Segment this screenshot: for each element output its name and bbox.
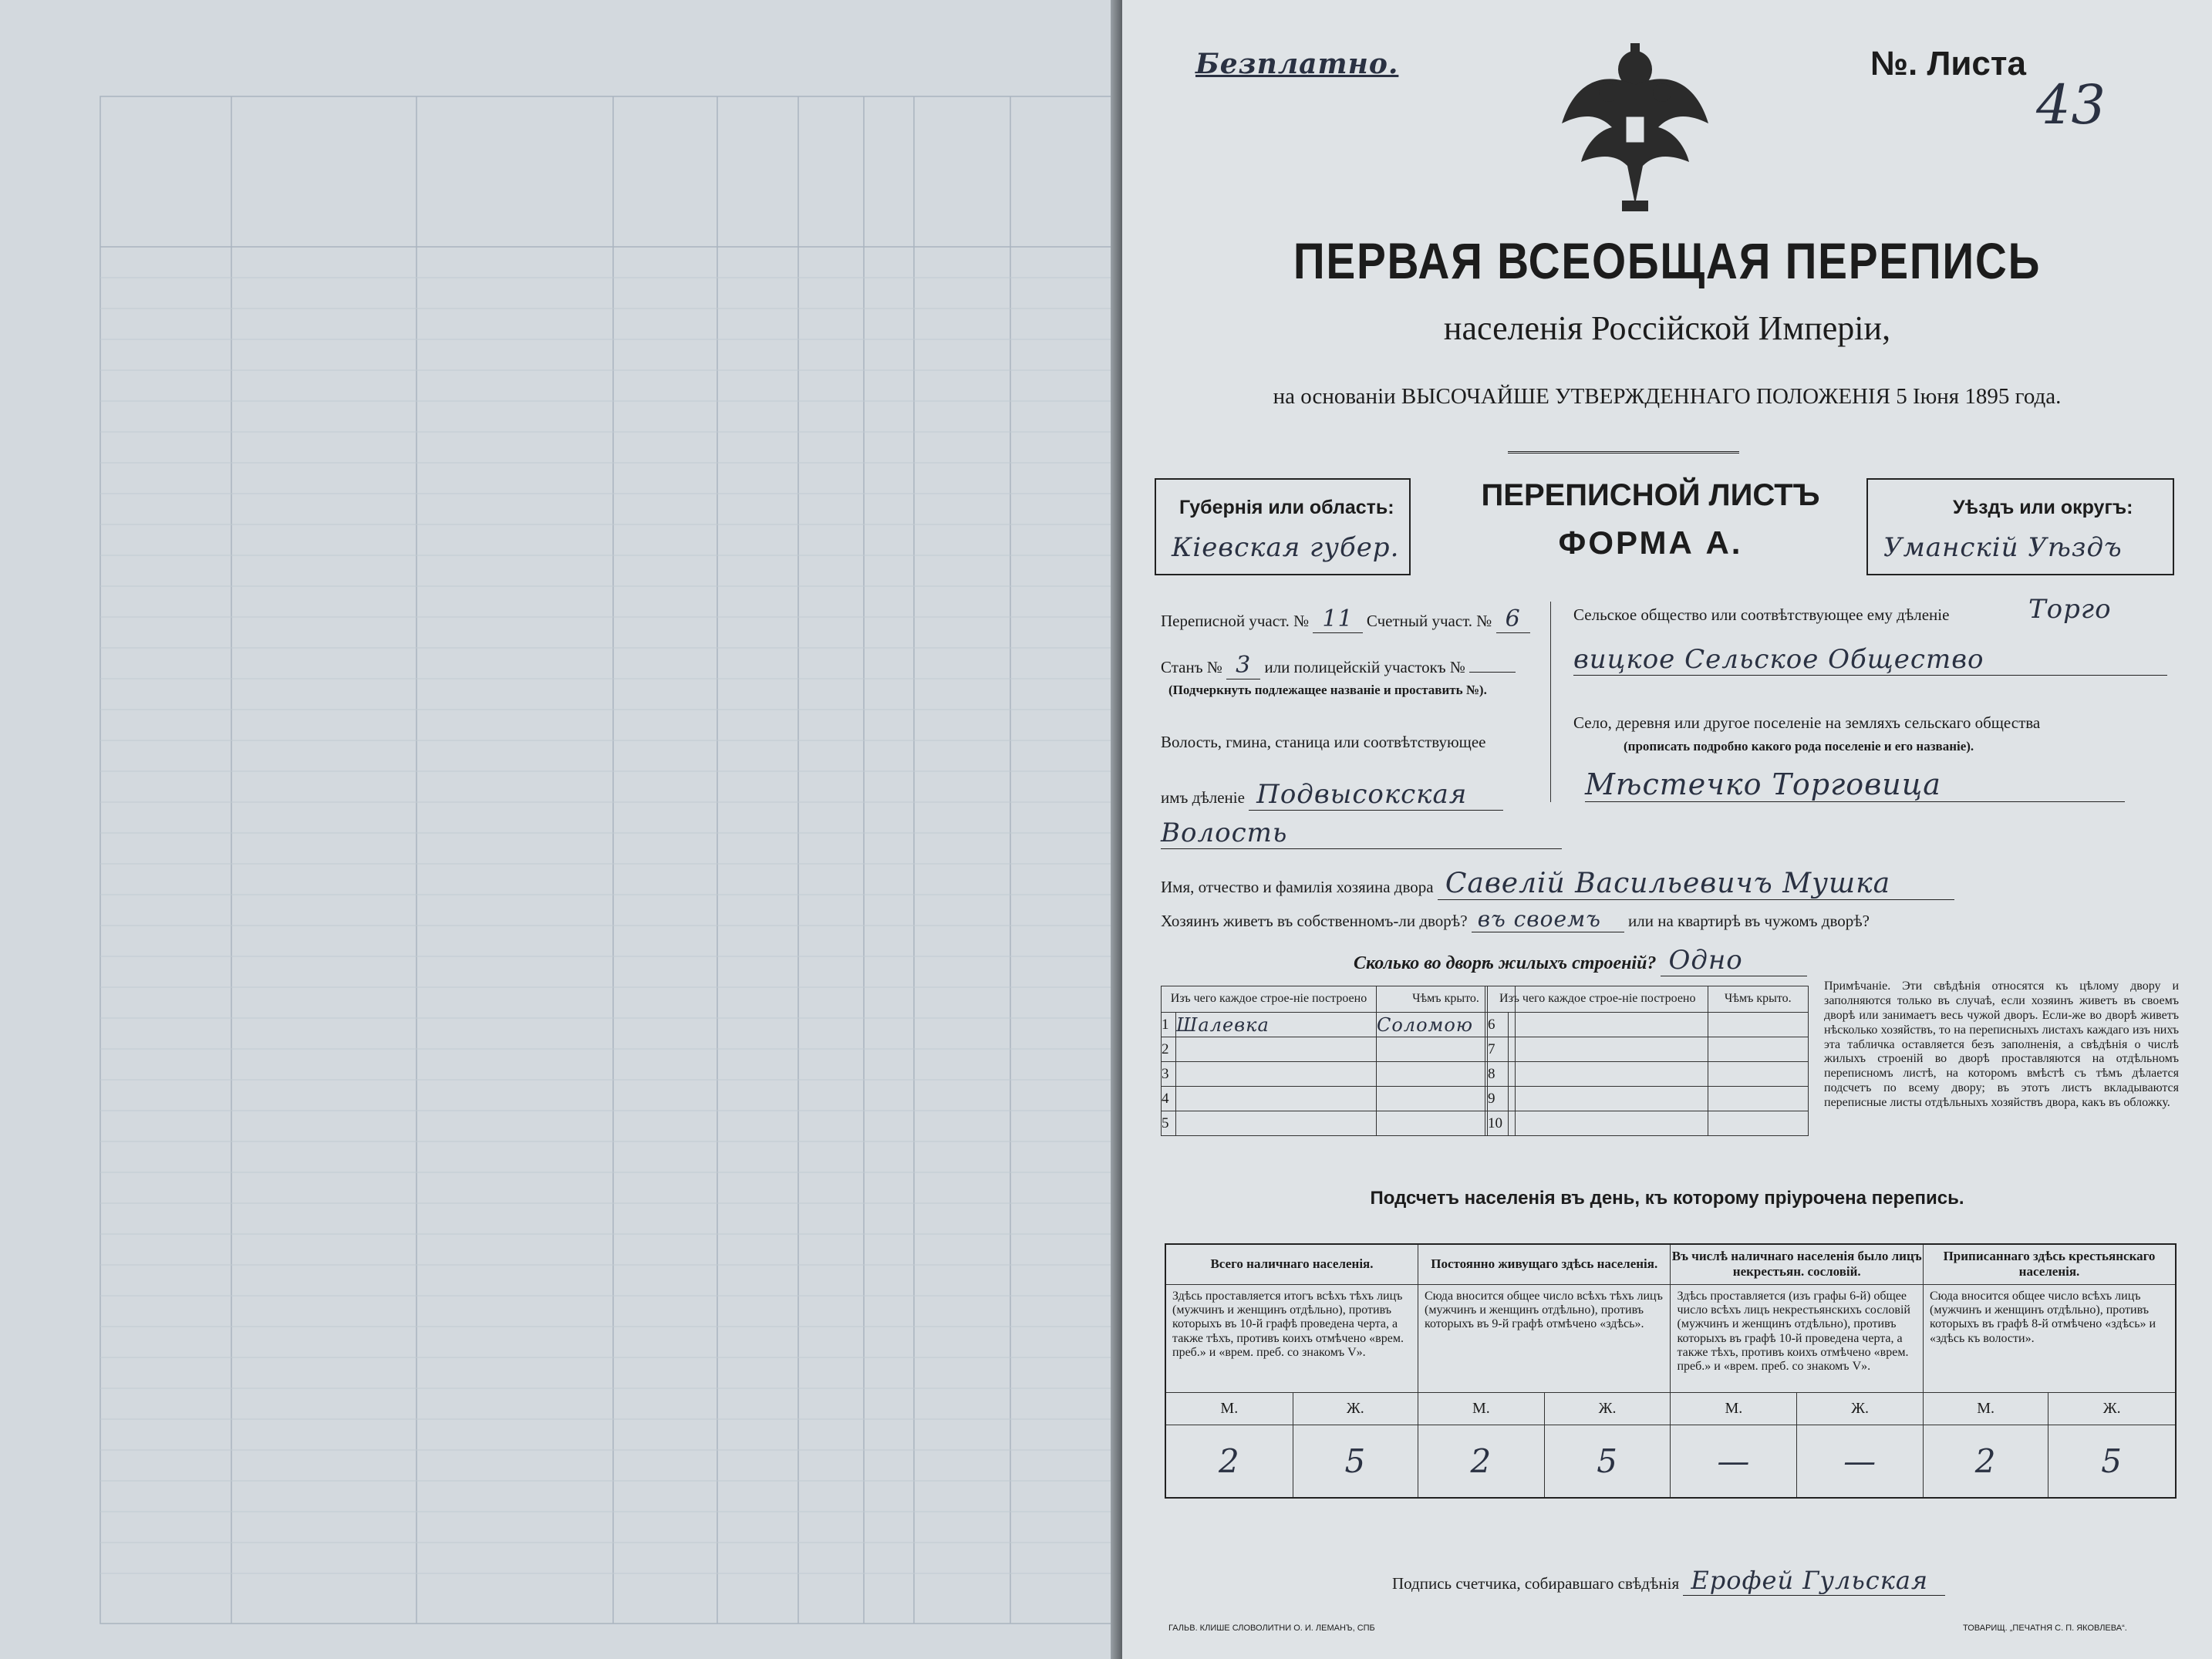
building-row: 4 xyxy=(1162,1087,1516,1111)
count-section-title: Подсчетъ населенія въ день, къ которому пріурочена перепись. xyxy=(1370,1188,1964,1209)
buildings-value: Одно xyxy=(1661,945,1807,976)
female-label: Ж. xyxy=(1293,1392,1418,1425)
sheet-number-label: №. Листа xyxy=(1870,45,2026,83)
form-name-line2: ФОРМА А. xyxy=(1558,524,1743,561)
female-label: Ж. xyxy=(1797,1392,1924,1425)
lives-label-2: или на квартирѣ въ чужомъ дворѣ? xyxy=(1628,912,1870,930)
male-label: М. xyxy=(1923,1392,2048,1425)
lives-label: Хозяинъ живетъ въ собственномъ-ли дворѣ? xyxy=(1161,912,1468,930)
volost-label-2: имъ дѣленіе xyxy=(1161,788,1245,807)
owner-field xyxy=(1161,868,1954,900)
count-female-registered: 5 xyxy=(2048,1425,2176,1498)
count-male-permanent: 2 xyxy=(1418,1425,1544,1498)
count-col-desc-1: Здѣсь проставляется итогъ всѣхъ тѣхъ лицъ (мужчинъ и женщинъ отдѣльно), противъ которыхъ въ 10-й графѣ проведена черта, а также тѣхъ, противъ коихъ отмѣчено «врем. преб.» и «врем. преб. со знакомъ V». xyxy=(1165,1284,1418,1392)
building-row: 9 xyxy=(1486,1087,1809,1111)
signature-label: Подпись счетчика, собиравшаго свѣдѣнія xyxy=(1392,1574,1680,1593)
society-value-2: вицкое Сельское Общество xyxy=(1573,644,2167,676)
buildings-label: Сколько во дворѣ жилыхъ строеній? xyxy=(1354,953,1657,973)
guberniya-value: Кіевская губер. xyxy=(1172,532,1400,563)
building-row: 2 xyxy=(1162,1037,1516,1062)
male-label: М. xyxy=(1165,1392,1293,1425)
buildings-field xyxy=(1354,945,1807,976)
fields-column-divider xyxy=(1550,602,1551,802)
owner-value: Савелій Васильевичъ Мушка xyxy=(1438,868,1954,900)
stan-value: 3 xyxy=(1226,652,1260,679)
male-label: М. xyxy=(1671,1392,1797,1425)
count-col-desc-3: Здѣсь проставляется (изъ графы 6-й) общее число всѣхъ лицъ некрестьянскихъ сословій (мужчинъ и женщинъ отдѣльно), противъ которыхъ въ графѣ 10-й проведена черта, а также тѣхъ, противъ коихъ отмѣчено «врем. преб.» и «врем. преб. со знакомъ V». xyxy=(1671,1284,1924,1392)
building-row: 10 xyxy=(1486,1111,1809,1136)
signature-field xyxy=(1392,1566,1945,1596)
building-row: 5 xyxy=(1162,1111,1516,1136)
male-label: М. xyxy=(1418,1392,1544,1425)
building-row: 8 xyxy=(1486,1062,1809,1087)
lives-field xyxy=(1161,906,1870,932)
signature-value: Ерофей Гульская xyxy=(1683,1566,1945,1596)
village-value: Мѣстечко Торговица xyxy=(1585,767,2125,802)
building-row: 7 xyxy=(1486,1037,1809,1062)
count-male-registered: 2 xyxy=(1923,1425,2048,1498)
count-col-head-2: Постоянно живущаго здѣсь населенія. xyxy=(1418,1244,1671,1284)
note-text: Примѣчаніе. Эти свѣдѣнія относятся къ цѣлому двору и заполняются только въ случаѣ, если хозяинъ живетъ въ своемъ дворѣ или занимаетъ весь чужой дворъ. Если-же во дворѣ живетъ нѣсколько хозяйствъ, то на переписныхъ листахъ каждаго изъ нихъ эта табличка оставляется безъ заполненія, а свѣдѣнія о числѣ жилыхъ строеній во дворѣ проставляются на отдѣльномъ переписномъ листѣ, на которомъ вмѣстѣ съ тѣмъ дѣлается подсчетъ по всему двору; въ этотъ листъ вкладываются переписные листы отдѣльныхъ хозяйствъ двора, какъ въ обложку. xyxy=(1824,980,2179,1109)
double-headed-eagle-emblem xyxy=(1554,39,1716,216)
buildings-table-right xyxy=(1485,986,1809,1136)
count-male-nonpeasant: — xyxy=(1671,1425,1797,1498)
col-material-header: Изъ чего каждое строе-ніе построено xyxy=(1162,986,1377,1013)
village-label: Село, деревня или другое поселеніе на земляхъ сельскаго общества xyxy=(1573,713,2041,732)
count-col-desc-2: Сюда вносится общее число всѣхъ тѣхъ лицъ (мужчинъ и женщинъ отдѣльно), противъ которыхъ въ 9-й графѣ отмѣчено «здѣсь». xyxy=(1418,1284,1671,1392)
stan-label: Станъ № xyxy=(1161,658,1222,676)
count-col-head-3: Въ числѣ наличнаго населенія было лицъ некрестьян. сословій. xyxy=(1671,1244,1924,1284)
free-label: Безплатно. xyxy=(1195,48,1399,80)
population-count-table xyxy=(1165,1243,2177,1499)
sheet-number-value: 43 xyxy=(2036,73,2107,137)
count-female-permanent: 5 xyxy=(1544,1425,1671,1498)
female-label: Ж. xyxy=(1544,1392,1671,1425)
count-col-desc-4: Сюда вносится общее число всѣхъ лицъ (мужчинъ и женщинъ отдѣльно), противъ которыхъ въ графѣ 8-й отмѣчено «здѣсь» и «здѣсь къ волости». xyxy=(1923,1284,2176,1392)
col-roof-header-right: Чѣмъ крыто. xyxy=(1708,986,1808,1013)
count-col-head-1: Всего наличнаго населенія. xyxy=(1165,1244,1418,1284)
census-section-value: 11 xyxy=(1313,605,1362,633)
building-row: 6 xyxy=(1486,1013,1809,1037)
village-note: (прописать подробно какого рода поселеніе и его названіе). xyxy=(1624,739,1974,754)
uezd-box xyxy=(1866,478,2174,575)
footer-right-imprint: ТОВАРИЩ. „ПЕЧАТНЯ С. П. ЯКОВЛЕВА“. xyxy=(1963,1624,2127,1633)
census-section-label: Переписной участ. № xyxy=(1161,612,1310,630)
footer-left-imprint: ГАЛЬВ. КЛИШЕ СЛОВОЛИТНИ О. И. ЛЕМАНЪ, СПБ xyxy=(1168,1624,1375,1633)
census-form-page xyxy=(1122,0,2212,1659)
building-row: 3 xyxy=(1162,1062,1516,1087)
census-section-field xyxy=(1161,605,1530,632)
form-subtitle: населенія Россійской Имперіи, xyxy=(1443,309,1891,347)
stan-field xyxy=(1161,652,1516,679)
count-male-total: 2 xyxy=(1165,1425,1293,1498)
buildings-table-left xyxy=(1161,986,1516,1136)
ornament-divider xyxy=(1508,451,1739,457)
underline-note: (Подчеркнуть подлежащее названіе и проставить №). xyxy=(1168,683,1487,697)
uezd-label: Уѣздъ или округъ: xyxy=(1953,497,2133,518)
volost-field xyxy=(1161,779,1503,811)
form-title: ПЕРВАЯ ВСЕОБЩАЯ ПЕРЕПИСЬ xyxy=(1293,232,2042,289)
counting-section-label: Счетный участ. № xyxy=(1366,612,1492,630)
counting-section-value: 6 xyxy=(1496,605,1530,633)
volost-value-1: Подвысокская xyxy=(1249,779,1503,811)
police-label: или полицейскій участокъ № xyxy=(1264,658,1465,676)
count-col-head-4: Приписаннаго здѣсь крестьянскаго населенія. xyxy=(1923,1244,2176,1284)
guberniya-label: Губернія или область: xyxy=(1179,497,1394,518)
form-name-line1: ПЕРЕПИСНОЙ ЛИСТЪ xyxy=(1481,478,1820,512)
uezd-value: Уманскій Уѣздъ xyxy=(1883,532,2123,563)
col-roof-header: Чѣмъ крыто. xyxy=(1376,986,1515,1013)
basis-line: на основаніи ВЫСОЧАЙШЕ УТВЕРЖДЕННАГО ПОЛОЖЕНІЯ 5 Іюня 1895 года. xyxy=(1273,384,2062,409)
guberniya-box xyxy=(1155,478,1411,575)
volost-label-1: Волость, гмина, станица или соотвѣтствующее xyxy=(1161,733,1486,751)
volost-value-2: Волость xyxy=(1161,818,1562,849)
building-row: 1 Шалевка Соломою xyxy=(1162,1013,1516,1037)
owner-label: Имя, отчество и фамилія хозяина двора xyxy=(1161,878,1434,896)
female-label: Ж. xyxy=(2048,1392,2176,1425)
count-female-nonpeasant: — xyxy=(1797,1425,1924,1498)
col-material-header-right: Изъ чего каждое строе-ніе построено xyxy=(1486,986,1708,1013)
lives-value: въ своемъ xyxy=(1472,906,1624,932)
count-female-total: 5 xyxy=(1293,1425,1418,1498)
society-label: Сельское общество или соотвѣтствующее ему дѣленіе xyxy=(1573,605,1950,624)
society-value-1: Торго xyxy=(2028,594,2112,625)
